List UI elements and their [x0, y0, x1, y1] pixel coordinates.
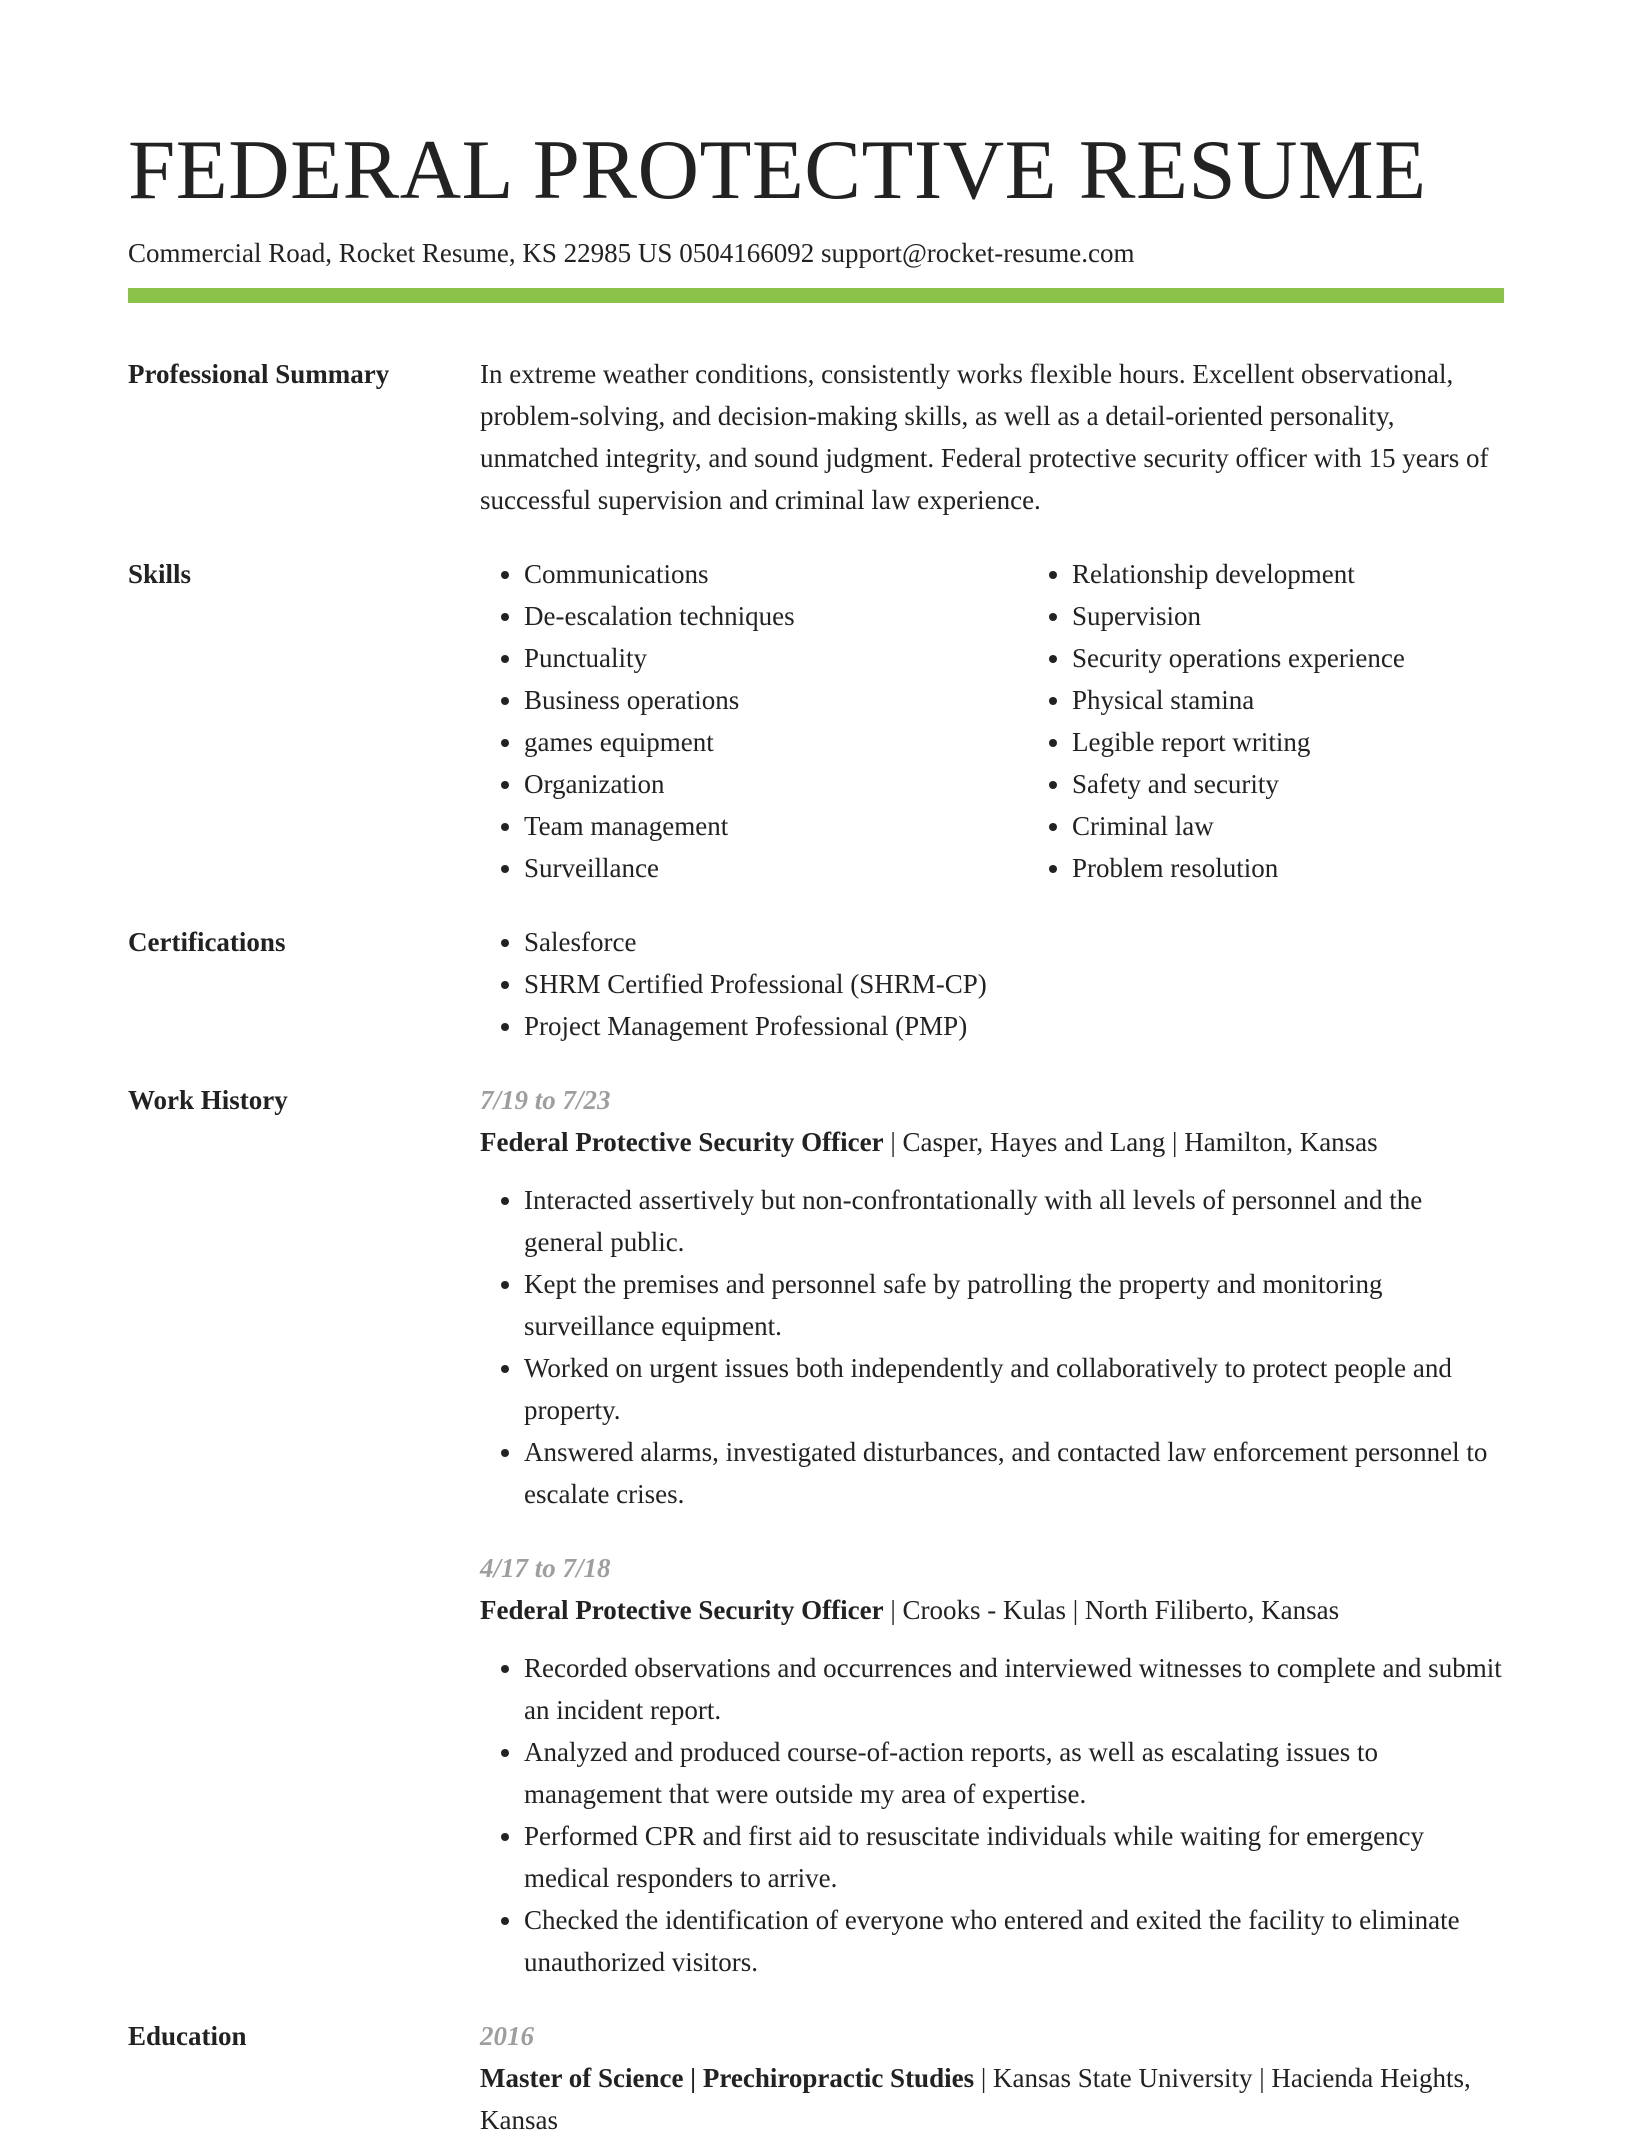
- summary-text: In extreme weather conditions, consistently works flexible hours. Excellent observational, problem-solving, and decision-making skills, as well as a detail-oriented personality, unmatched integrity, and sound judgment. Federal protective security officer with 15 years of successful supervision and criminal law experience.: [480, 359, 1489, 515]
- contact-line: Commercial Road, Rocket Resume, KS 22985 US 0504166092 support@rocket-resume.com: [128, 238, 1135, 268]
- job-dates: 7/19 to 7/23: [480, 1085, 611, 1115]
- job-duty: • Analyzed and produced course-of-action reports, as well as escalating issues to management that were outside my area of expertise.: [524, 1731, 1504, 1815]
- skills-section: [128, 553, 1504, 889]
- education-degree: Master of Science | Prechiropractic Studies: [480, 2063, 975, 2093]
- job-duty: • Checked the identification of everyone who entered and exited the facility to eliminate unauthorized visitors.: [524, 1899, 1504, 1983]
- resume-title: FEDERAL PROTECTIVE RESUME: [128, 123, 1427, 217]
- education-section: [128, 2015, 1504, 2141]
- job-duty: • Performed CPR and first aid to resuscitate individuals while waiting for emergency medical responders to arrive.: [524, 1815, 1504, 1899]
- education-school-location: | Kansas State University | Hacienda Heights, Kansas: [480, 2063, 1471, 2135]
- skill-item: • Business operations: [524, 679, 1028, 721]
- resume-page: [128, 0, 1504, 2141]
- skill-item: • Problem resolution: [1072, 847, 1576, 889]
- job-duty: • Answered alarms, investigated disturbances, and contacted law enforcement personnel to escalate crises.: [524, 1431, 1504, 1515]
- skill-item: • Legible report writing: [1072, 721, 1576, 763]
- skill-item: • Team management: [524, 805, 1028, 847]
- job-heading: [480, 1589, 1504, 1631]
- skill-item: • Safety and security: [1072, 763, 1576, 805]
- job-employer-location: | Casper, Hayes and Lang | Hamilton, Kansas: [883, 1127, 1378, 1157]
- skill-item: • Punctuality: [524, 637, 1028, 679]
- skills-grid: [480, 553, 1576, 889]
- skills-list-left: [480, 553, 1028, 889]
- skill-item: • Surveillance: [524, 847, 1028, 889]
- skill-item: • Relationship development: [1072, 553, 1576, 595]
- skills-list-right: [1028, 553, 1576, 889]
- certifications-section: [128, 921, 1504, 1047]
- education-heading: Education: [128, 2021, 247, 2051]
- job-duty: • Recorded observations and occurrences and interviewed witnesses to complete and submit an incident report.: [524, 1647, 1504, 1731]
- certifications-heading: Certifications: [128, 927, 286, 957]
- job-title: Federal Protective Security Officer: [480, 1127, 884, 1157]
- summary-heading: Professional Summary: [128, 359, 390, 389]
- skill-item: • Supervision: [1072, 595, 1576, 637]
- skill-item: • Physical stamina: [1072, 679, 1576, 721]
- summary-section: [128, 353, 1504, 521]
- certification-item: • SHRM Certified Professional (SHRM-CP): [524, 963, 1504, 1005]
- skill-item: • De-escalation techniques: [524, 595, 1028, 637]
- certifications-list: [480, 921, 1504, 1047]
- job-employer-location: | Crooks - Kulas | North Filiberto, Kansas: [883, 1595, 1340, 1625]
- work-history-heading: Work History: [128, 1085, 288, 1115]
- job-duty: • Interacted assertively but non-confrontationally with all levels of personnel and the general public.: [524, 1179, 1504, 1263]
- skill-item: • Organization: [524, 763, 1028, 805]
- skill-item: • games equipment: [524, 721, 1028, 763]
- job-entry: [480, 1547, 1504, 1983]
- job-duties-list: [480, 1647, 1504, 1983]
- skill-item: • Communications: [524, 553, 1028, 595]
- education-heading-line: [480, 2057, 1504, 2141]
- job-duty: • Kept the premises and personnel safe by patrolling the property and monitoring surveillance equipment.: [524, 1263, 1504, 1347]
- certification-item: • Salesforce: [524, 921, 1504, 963]
- skill-item: • Security operations experience: [1072, 637, 1576, 679]
- work-history-section: [128, 1079, 1504, 1983]
- skills-heading: Skills: [128, 559, 192, 589]
- skill-item: • Criminal law: [1072, 805, 1576, 847]
- job-title: Federal Protective Security Officer: [480, 1595, 884, 1625]
- certification-item: • Project Management Professional (PMP): [524, 1005, 1504, 1047]
- job-duty: • Worked on urgent issues both independently and collaboratively to protect people and property.: [524, 1347, 1504, 1431]
- header-divider: [128, 288, 1504, 303]
- job-heading: [480, 1121, 1504, 1163]
- job-entry: [480, 1079, 1504, 1515]
- job-duties-list: [480, 1179, 1504, 1515]
- job-dates: 4/17 to 7/18: [480, 1553, 611, 1583]
- education-year: 2016: [480, 2021, 534, 2051]
